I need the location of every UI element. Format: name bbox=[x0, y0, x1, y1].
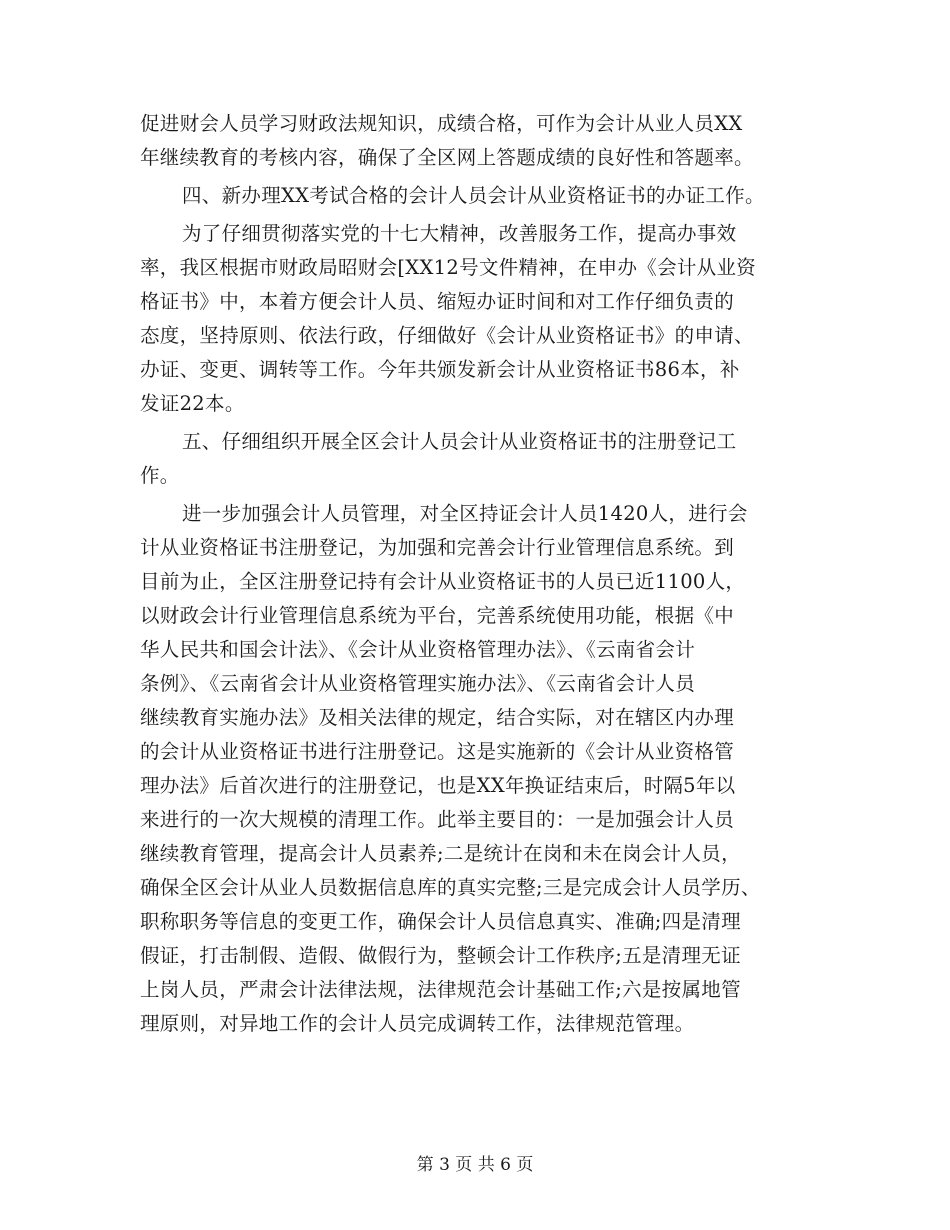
text-line: 理办法》后首次进行的注册登记，也是XX年换证结束后，时隔5年以 bbox=[140, 774, 736, 797]
text-line: 办证、变更、调转等工作。今年共颁发新会计从业资格证书86本，补 bbox=[140, 358, 740, 381]
page-number-footer: 第 3 页 共 6 页 bbox=[416, 1155, 534, 1175]
text-line: 年继续教育的考核内容，确保了全区网上答题成绩的良好性和答题率。 bbox=[140, 146, 754, 169]
text-line: 上岗人员，严肃会计法律法规，法律规范会计基础工作;六是按属地管 bbox=[140, 978, 741, 1001]
text-line: 假证，打击制假、造假、做假行为，整顿会计工作秩序;五是清理无证 bbox=[140, 944, 741, 967]
text-line: 态度，坚持原则、依法行政，仔细做好《会计从业资格证书》的申请、 bbox=[140, 324, 754, 347]
text-line: 进一步加强会计人员管理，对全区持证会计人员1420人，进行会 bbox=[182, 502, 748, 525]
text-line: 计从业资格证书注册登记，为加强和完善会计行业管理信息系统。到 bbox=[140, 536, 735, 559]
text-line: 以财政会计行业管理信息系统为平台，完善系统使用功能，根据《中 bbox=[140, 604, 735, 627]
text-line: 来进行的一次大规模的清理工作。此举主要目的：一是加强会计人员 bbox=[140, 808, 735, 831]
text-line: 格证书》中，本着方便会计人员、缩短办证时间和对工作仔细负责的 bbox=[140, 290, 735, 313]
section-heading: 四、新办理XX考试合格的会计人员会计从业资格证书的办证工作。 bbox=[182, 184, 765, 207]
text-line: 华人民共和国会计法》、《会计从业资格管理办法》、《云南省会计 bbox=[140, 638, 696, 661]
section-heading: 五、仔细组织开展全区会计人员会计从业资格证书的注册登记工 bbox=[182, 430, 737, 453]
text-line: 目前为止，全区注册登记持有会计从业资格证书的人员已近1100人， bbox=[140, 570, 746, 593]
text-line: 发证22本。 bbox=[140, 392, 245, 415]
text-line: 理原则，对异地工作的会计人员完成调转工作，法律规范管理。 bbox=[140, 1012, 695, 1035]
text-line: 条例》、《云南省会计从业资格管理实施办法》、《云南省会计人员 bbox=[140, 672, 696, 695]
text-line: 率，我区根据市财政局昭财会[XX12号文件精神，在申办《会计从业资 bbox=[140, 256, 757, 279]
text-line: 促进财会人员学习财政法规知识，成绩合格，可作为会计从业人员XX bbox=[140, 112, 743, 135]
text-line: 的会计从业资格证书进行注册登记。这是实施新的《会计从业资格管 bbox=[140, 740, 735, 763]
text-line: 为了仔细贯彻落实党的十七大精神，改善服务工作，提高办事效 bbox=[182, 222, 737, 245]
text-line: 职称职务等信息的变更工作，确保会计人员信息真实、准确;四是清理 bbox=[140, 910, 741, 933]
text-line: 继续教育管理，提高会计人员素养;二是统计在岗和未在岗会计人员， bbox=[140, 842, 741, 865]
text-line: 继续教育实施办法》及相关法律的规定，结合实际，对在辖区内办理 bbox=[140, 706, 735, 729]
text-line: 确保全区会计从业人员数据信息库的真实完整;三是完成会计人员学历、 bbox=[140, 876, 761, 899]
section-heading: 作。 bbox=[140, 464, 180, 487]
